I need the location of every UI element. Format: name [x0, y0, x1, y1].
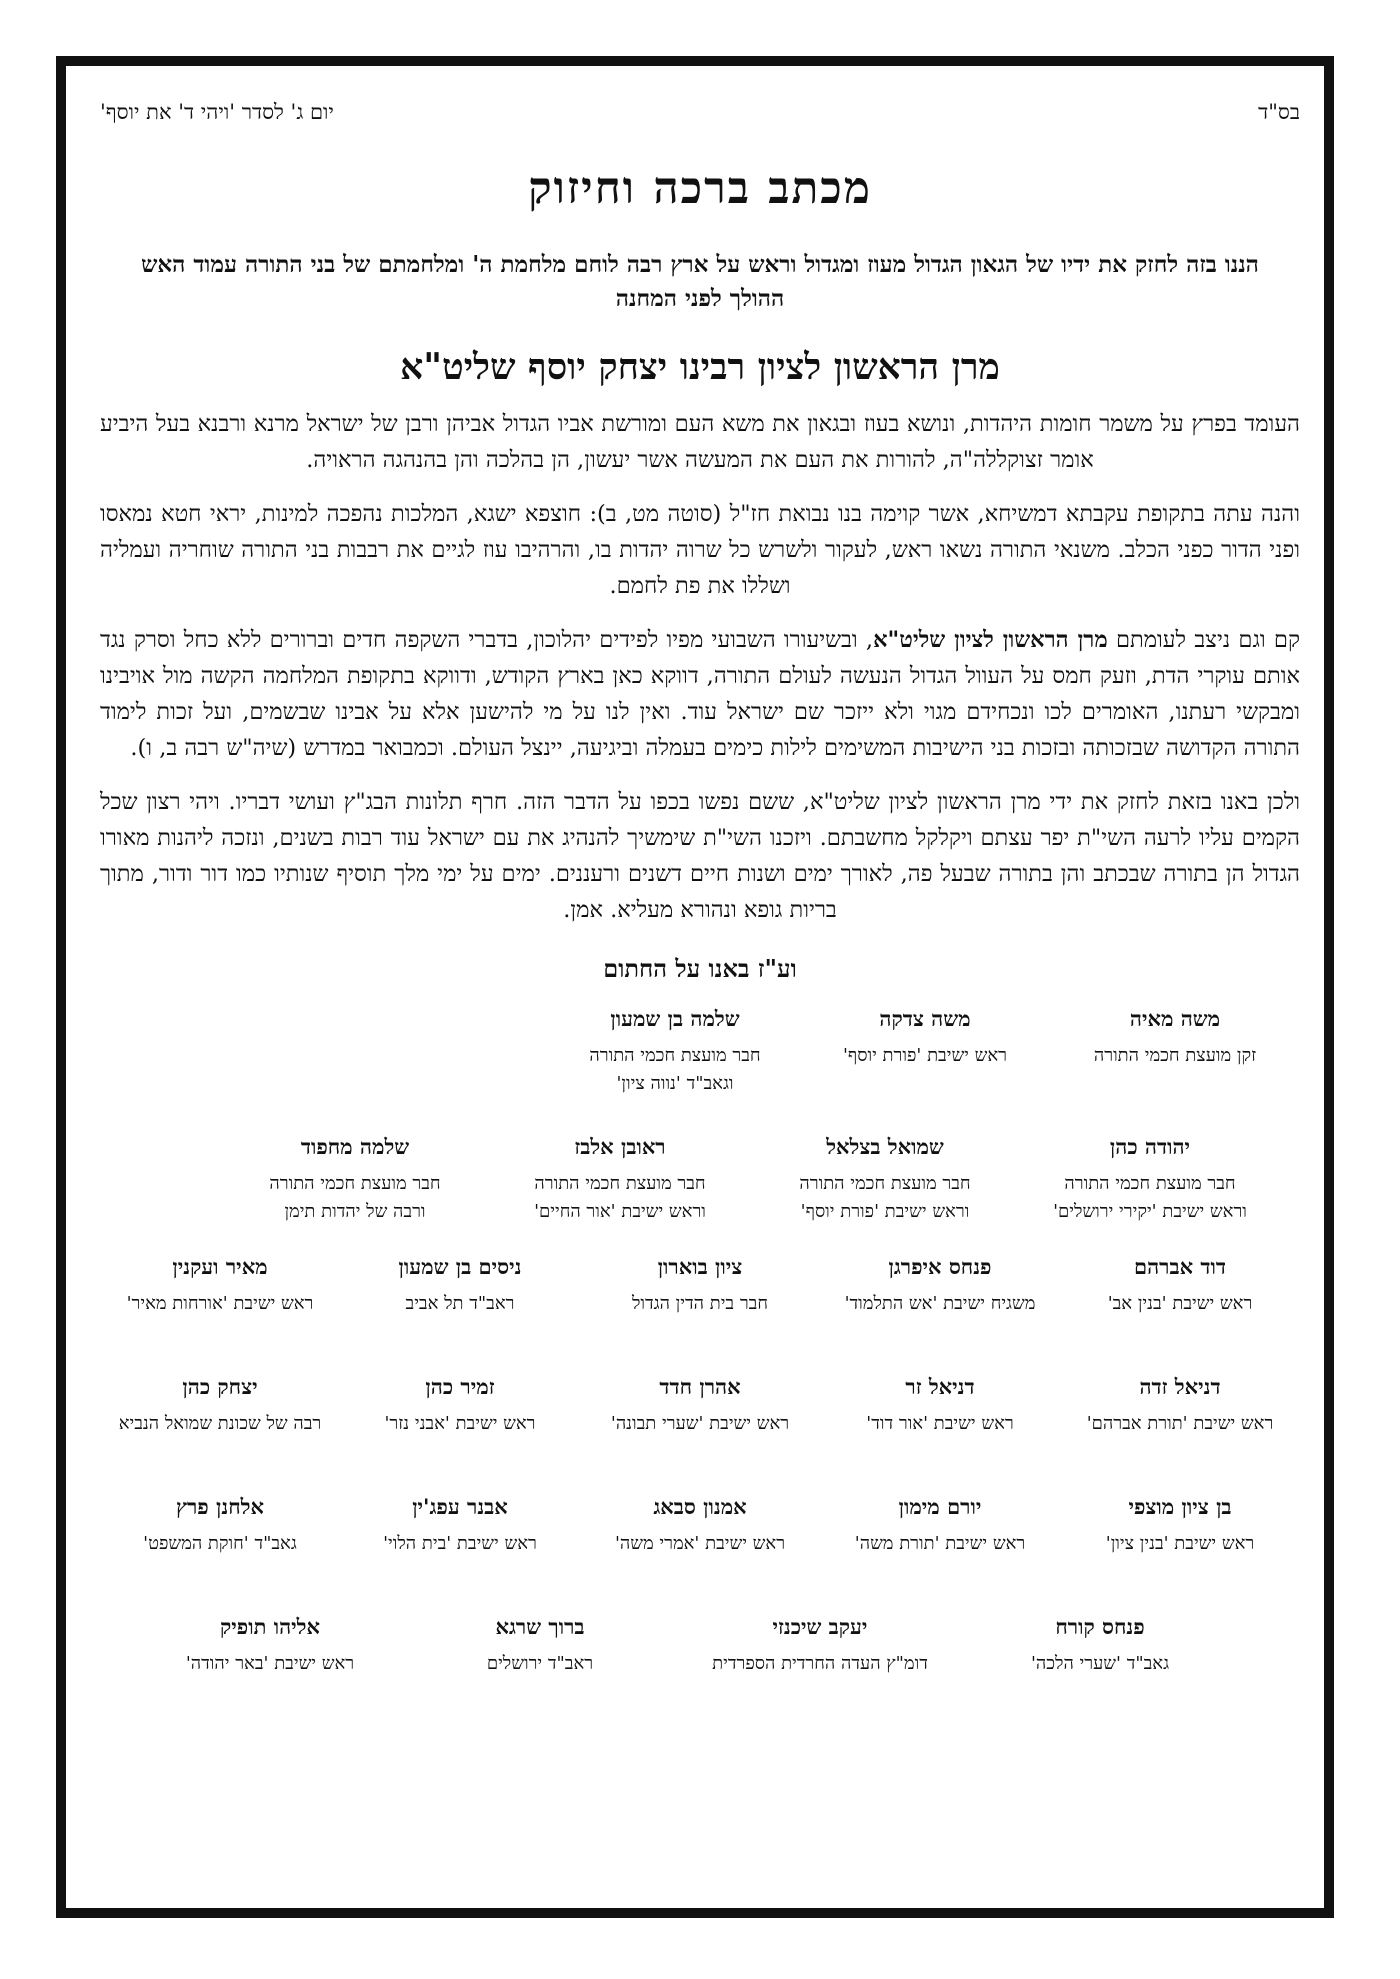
signature-row: [100, 1006, 1300, 1124]
signer-title-line: ראש ישיבת 'תורת משה': [854, 1533, 1026, 1554]
signer-name: אהרן חדד: [659, 1374, 741, 1399]
signer: [225, 1134, 485, 1226]
signer-name: ציון בוארון: [657, 1254, 743, 1279]
signer-title-line: גאב"ד 'חוקת המשפט': [143, 1533, 297, 1554]
signer-title-line: משגיח ישיבת 'אש התלמוד': [844, 1293, 1036, 1314]
signer-name: ברוך שרגא: [495, 1614, 585, 1639]
signer: [330, 1254, 590, 1318]
signer-title: [795, 1042, 1055, 1070]
signer-title: [970, 1650, 1230, 1678]
signer-title: [755, 1170, 1015, 1226]
intro-text: הננו בזה לחזק את ידיו של הגאון הגדול מעוז ומגדול וראש על ארץ רבה לוחם מלחמת ה' ומלחמתם של בני התורה עמוד האש ההולך לפני המחנה: [141, 251, 1259, 312]
signer-name: פנחס קורח: [1055, 1614, 1145, 1639]
signer-title: [90, 1410, 350, 1438]
paragraph-1: העומד בפרץ על משמר חומות היהדות, ונושא בעוז ובגאון את משא העם ומורשת אביו הגדול אביהן ורבן של ישראל מרנא ורבנא בעל היביע אומר זצוקללה"ה, להורות את העם את המעשה אשר יעשון, הן בהלכה והן בהנהגה הראויה.: [100, 411, 1300, 473]
signer-title: [570, 1410, 830, 1438]
signer-name: אמנון סבאג: [653, 1494, 747, 1519]
signer-title-line: חבר מועצת חכמי התורה: [589, 1045, 761, 1066]
rabbi-title: מרן הראשון לציון רבינו יצחק יוסף שליט"א: [400, 346, 1000, 388]
signer-name: יעקב שיכנזי: [772, 1614, 868, 1639]
signer-title: [810, 1290, 1070, 1318]
signer-name: בן ציון מוצפי: [1128, 1494, 1232, 1519]
signer-name: משה צדקה: [879, 1006, 971, 1031]
signer-name: דניאל זר: [905, 1374, 975, 1399]
signer-title-line: וראש ישיבת 'פורת יוסף': [800, 1201, 970, 1222]
signer: [1020, 1134, 1280, 1226]
signer-title-line: ראש ישיבת 'בנין ציון': [1105, 1533, 1255, 1554]
signer-title-line: ראש ישיבת 'תורת אברהם': [1086, 1413, 1274, 1434]
signer-name: אליהו תופיק: [220, 1614, 320, 1639]
signer-title-line: ורבה של יהדות תימן: [284, 1201, 426, 1222]
signer-title-line: חבר מועצת חכמי התורה: [269, 1173, 441, 1194]
signer-title-line: וגאב"ד 'נווה ציון': [616, 1073, 734, 1094]
signer-name: ניסים בן שמעון: [398, 1254, 522, 1279]
signer-name: ראובן אלבז: [574, 1134, 666, 1159]
signer-title-line: ראש ישיבת 'פורת יוסף': [842, 1045, 1008, 1066]
signer-title-line: דומ"ץ העדה החרדית הספרדית: [712, 1653, 928, 1674]
signer: [410, 1614, 670, 1678]
signer: [1050, 1494, 1310, 1558]
signer-name: שמואל בצלאל: [826, 1134, 944, 1159]
signatures-title: וע"ז באנו על החתום: [603, 954, 797, 983]
signer-title-line: חבר מועצת חכמי התורה: [799, 1173, 971, 1194]
signer-name: מאיר ועקנין: [172, 1254, 268, 1279]
signer-title: [490, 1170, 750, 1226]
paragraph-2: והנה עתה בתקופת עקבתא דמשיחא, אשר קוימה בנו נבואת חז"ל (סוטה מט, ב): חוצפא ישגא, המלכות נהפכה למינות, יראי חטא נמאסו ופני הדור כפני הכלב. משנאי התורה נשאו ראש, לעקור ולשרש כל שרוה יהדות בו, והרהיבו עוז לגיים את רבבות בני התורה שוחריה ועמליה ושללו את פת לחמם.: [100, 501, 1300, 599]
signer-title: [330, 1290, 590, 1318]
paragraph-3: [100, 622, 1300, 766]
signer-title-line: ראש ישיבת 'באר יהודה': [185, 1653, 355, 1674]
signature-row: [100, 1374, 1300, 1484]
signer-title: [1050, 1530, 1310, 1558]
signer: [970, 1614, 1230, 1678]
signer: [810, 1374, 1070, 1438]
signer-title-line: ראב"ד ירושלים: [486, 1653, 594, 1674]
signer-title: [690, 1650, 950, 1678]
signer-title: [330, 1410, 590, 1438]
signer-name: אלחנן פרץ: [176, 1494, 264, 1519]
signer-title: [1050, 1410, 1310, 1438]
signer: [90, 1374, 350, 1438]
signer-title: [225, 1170, 485, 1226]
signer-title-line: חבר מועצת חכמי התורה: [534, 1173, 706, 1194]
signer-title-line: ראש ישיבת 'אורחות מאיר': [126, 1293, 314, 1314]
signer: [490, 1134, 750, 1226]
header-bsd: בס"ד: [1258, 100, 1300, 124]
signer: [330, 1494, 590, 1558]
signer-name: שלמה בן שמעון: [610, 1006, 740, 1031]
signer-title-line: ראב"ד תל אביב: [405, 1293, 515, 1314]
signer-name: יצחק כהן: [182, 1374, 258, 1399]
signer: [810, 1254, 1070, 1318]
signature-row: [100, 1494, 1300, 1604]
signature-row: [100, 1614, 1300, 1714]
signer: [140, 1614, 400, 1678]
signer-title: [90, 1530, 350, 1558]
signer: [795, 1006, 1055, 1070]
signer-name: יורם מימון: [898, 1494, 982, 1519]
signer-title-line: גאב"ד 'שערי הלכה': [1030, 1653, 1170, 1674]
paragraph-4: ולכן באנו בזאת לחזק את ידי מרן הראשון לציון שליט"א, ששם נפשו בכפו על הדבר הזה. חרף תלונות הבג"ץ ועושי דבריו. ויהי רצון שכל הקמים עליו לרעה השי"ת יפר עצתם ויקלקל מחשבתם. ויזכנו השי"ת שימשיך להנהיג את עם ישראל עוד רבות בשנים, ונזכה ליהנות מאורו הגדול הן בתורה שבכתב והן בתורה שבעל פה, לאורך ימים ושנות חיים דשנים ורעננים. ימים על ימי מלך תוסיף שנותיו כמו דור ודור, מתוך בריות גופא ונהורא מעליא. אמן.: [100, 789, 1300, 923]
paragraph-3-start: קם וגם ניצב לעומתם: [1107, 627, 1300, 653]
header-line: [100, 100, 1300, 125]
signer: [570, 1374, 830, 1438]
signer-name: אבנר עפג'ין: [412, 1494, 508, 1519]
signer-title-line: חבר מועצת חכמי התורה: [1064, 1173, 1236, 1194]
signer-title-line: וראש ישיבת 'יקירי ירושלים': [1053, 1201, 1247, 1222]
signer-name: זמיר כהן: [425, 1374, 495, 1399]
signer-title: [140, 1650, 400, 1678]
signer-title-line: חבר בית הדין הגדול: [631, 1293, 768, 1314]
signer-title-line: ראש ישיבת 'בית הלוי': [383, 1533, 537, 1554]
signature-row: [100, 1254, 1300, 1364]
signer-name: פנחס איפרגן: [888, 1254, 992, 1279]
signer: [90, 1254, 350, 1318]
paragraph-3-bold: מרן הראשון לציון שליט"א: [873, 627, 1108, 653]
letter: [100, 100, 1300, 1714]
signer: [1045, 1006, 1305, 1070]
signer-title: [545, 1042, 805, 1098]
signer: [90, 1494, 350, 1558]
signer-title-line: זקן מועצת חכמי התורה: [1093, 1045, 1257, 1066]
signer-title: [810, 1410, 1070, 1438]
signer-title: [810, 1530, 1070, 1558]
signer: [570, 1494, 830, 1558]
signer: [545, 1006, 805, 1098]
signer: [570, 1254, 830, 1318]
signer-title: [90, 1290, 350, 1318]
signatures: [100, 1006, 1300, 1714]
signer-title-line: ראש ישיבת 'בנין אב': [1107, 1293, 1253, 1314]
signer-title-line: ראש ישיבת 'אבני נזר': [384, 1413, 536, 1434]
signer: [330, 1374, 590, 1438]
signer-title: [1050, 1290, 1310, 1318]
signer-name: דניאל זדה: [1139, 1374, 1221, 1399]
signer-title-line: ראש ישיבת 'אמרי משה': [614, 1533, 786, 1554]
signer-title-line: ראש ישיבת 'אור דוד': [866, 1413, 1014, 1434]
signer-title-line: ראש ישיבת 'שערי תבונה': [610, 1413, 790, 1434]
header-date: יום ג' לסדר 'ויהי ד' את יוסף': [100, 100, 334, 124]
signer-name: שלמה מחפוד: [300, 1134, 410, 1159]
signer-name: יהודה כהן: [1109, 1134, 1191, 1159]
signer-title: [1020, 1170, 1280, 1226]
signer-name: משה מאיה: [1129, 1006, 1221, 1031]
paragraph-3-rest: , ובשיעורו השבועי מפיו לפידים יהלוכון, בדברי השקפה חדים וברורים ללא כחל וסרק נגד אותם עוקרי הדת, וזעק חמס על העוול הגדול הנעשה לעולם התורה, דווקא כאן בארץ הקודש, ודווקא בתקופת המלחמה הקשה מול אויבינו ומבקשי רעתנו, האומרים לכו ונכחידם מגוי ולא ייזכר שם ישראל עוד. ואין לנו על מי להישען אלא על אבינו שבשמים, ועל זכות לימוד התורה הקדושה שבזכותה ובזכות בני הישיבות המשימים לילות כימים בעמלה וביגיעה, יינצל העולם. וכמבואר במדרש (שיה"ש רבה ב, ו).: [100, 627, 1300, 761]
signer-title: [410, 1650, 670, 1678]
signer-title: [1045, 1042, 1305, 1070]
signer: [810, 1494, 1070, 1558]
signature-row: [100, 1134, 1300, 1244]
signer-name: דוד אברהם: [1134, 1254, 1226, 1279]
signer-title: [570, 1530, 830, 1558]
signer: [1050, 1254, 1310, 1318]
signer: [755, 1134, 1015, 1226]
signer-title: [330, 1530, 590, 1558]
signer-title: [570, 1290, 830, 1318]
letter-title: מכתב ברכה וחיזוק: [528, 163, 872, 214]
signer: [1050, 1374, 1310, 1438]
signer-title-line: רבה של שכונת שמואל הנביא: [118, 1413, 322, 1434]
signer-title-line: וראש ישיבת 'אור החיים': [534, 1201, 706, 1222]
signer: [690, 1614, 950, 1678]
